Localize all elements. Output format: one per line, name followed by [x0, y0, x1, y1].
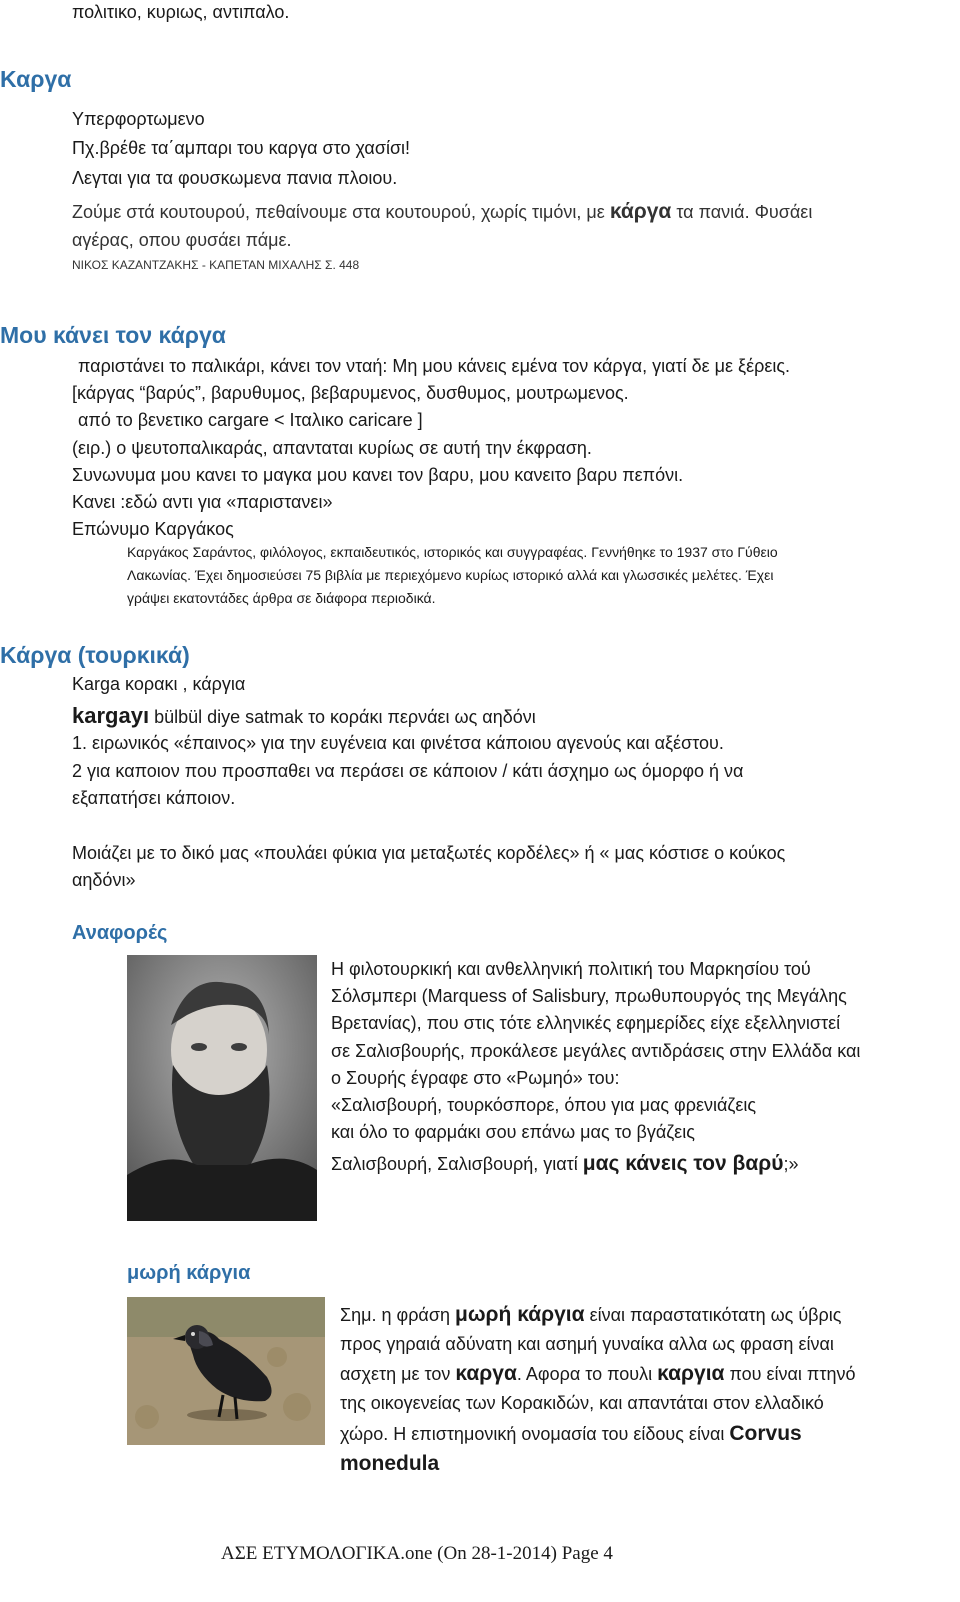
s3-kargayi: kargayı	[72, 703, 150, 728]
s3-line-7: αηδόνι»	[72, 870, 136, 890]
s2-bio-3: γράψει εκατοντάδες άρθρα σε διάφορα περιοδικά.	[127, 590, 436, 606]
heading-references: Αναφορές	[72, 922, 168, 944]
heading-karga-turkish: Κάργα (τουρκικά)	[0, 642, 190, 668]
page-footer: ΑΣΕ ΕΤΥΜΟΛΟΓΙΚΑ.one (On 28-1-2014) Page 4	[221, 1543, 613, 1564]
s2-line-5: Συνωνυμα μου κανει το μαγκα μου κανει τον βαρυ, μου κανειτο βαρυ πεπόνι.	[72, 465, 684, 485]
s1-source: ΝΙΚΟΣ ΚΑΖΑΝΤΖΑΚΗΣ - ΚΑΠΕΤΑΝ ΜΙΧΑΛΗΣ Σ. 448	[72, 258, 360, 272]
s2-bio-1: Καργάκος Σαράντος, φιλόλογος, εκπαιδευτικός, ιστορικός και συγγραφέας. Γεννήθηκε το 1937 στο Γύθειο	[127, 544, 778, 560]
s5-l1-post: είναι παραστατικότατη ως ύβρις	[584, 1305, 842, 1325]
s2-line-7: Επώνυμο Καργάκος	[72, 519, 234, 539]
s2-line-2: [κάργας “βαρύς”, βαρυθυμος, βεβαρυμενος, δυσθυμος, μουτρωμενος.	[72, 383, 629, 403]
s5-line-3	[340, 1362, 855, 1386]
s1-quote-pre: Ζούμε στά κουτουρού, πεθαίνουμε στα κουτουρού, χωρίς τιμόνι, με	[72, 202, 610, 222]
s5-line-6	[340, 1452, 439, 1476]
s5-line-1	[340, 1303, 841, 1327]
s3-line-3: 1. ειρωνικός «έπαινος» για την ευγένεια και φινέτσα κάποιου αγενούς και αξέστου.	[72, 733, 724, 753]
s4-line-5: ο Σουρής έγραφε στο «Ρωμηό» του:	[331, 1068, 620, 1088]
s2-line-1: παριστάνει το παλικάρι, κάνει τον νταή: Μη μου κάνεις εμένα τον κάργα, γιατί δε με ξέρεις.	[78, 356, 791, 376]
s4-last-bold: μας κάνεις τον βαρύ	[582, 1152, 784, 1175]
jackdaw-photo	[127, 1297, 325, 1445]
s5-line-4: της οικογενείας των Κορακιδών, και απαντάται στον ελλαδικό	[340, 1393, 824, 1413]
s4-line-3: Βρετανίας), που στις τότε ελληνικές εφημερίδες είχε εξελληνιστεί	[331, 1013, 841, 1033]
s2-line-4: (ειρ.) ο ψευτοπαλικαράς, απανταται κυρίως σε αυτή την έκφραση.	[72, 438, 592, 458]
s5-line-5	[340, 1422, 802, 1446]
s1-quote-post: τα πανιά. Φυσάει	[671, 202, 813, 222]
portrait-svg	[127, 955, 317, 1221]
s5-l3-bold: καργα	[455, 1362, 517, 1385]
s3-line-2	[72, 703, 536, 729]
s2-line-6: Κανει :εδώ αντι για «παριστανει»	[72, 492, 333, 512]
s1-quote-bold: κάργα	[609, 200, 672, 223]
heading-mou-kanei: Μου κάνει τον κάργα	[0, 322, 226, 348]
heading-mori-kargia: μωρή κάργια	[127, 1262, 251, 1284]
s1-quote-line2: αγέρας, οπου φυσάει πάμε.	[72, 230, 292, 250]
s1-quote	[72, 200, 812, 224]
s4-last-post: ;»	[783, 1154, 799, 1174]
s5-l3-mid: . Αφορα το πουλι	[516, 1364, 658, 1384]
s1-line-1: Υπερφορτωμενο	[72, 109, 205, 129]
top-line: πολιτικο, κυριως, αντιπαλο.	[72, 2, 290, 22]
s2-bio-2: Λακωνίας. Έχει δημοσιεύσει 75 βιβλία με περιεχόμενο κυρίως ιστορικό αλλά και γλωσσικές μελέτες. Έχει	[127, 567, 774, 583]
s3-line-5: εξαπατήσει κάποιον.	[72, 788, 236, 808]
s5-l1-bold: μωρή κάργια	[454, 1303, 585, 1326]
s5-l3-bold2: καργια	[657, 1362, 725, 1385]
salisbury-portrait	[127, 955, 317, 1221]
s4-line-1: Η φιλοτουρκική και ανθελληνική πολιτική του Μαρκησίου τού	[331, 959, 811, 979]
s5-l5-bold: Corvus	[729, 1422, 802, 1445]
s2-line-3: από το βενετικο cargare < Ιταλικο caricare ]	[78, 410, 423, 430]
jackdaw-svg	[127, 1297, 325, 1445]
s5-l3-post: που είναι πτηνό	[724, 1364, 856, 1384]
s3-line-4: 2 για καποιον που προσπαθει να περάσει σε κάποιον / κάτι άσχημο ως όμορφο ή να	[72, 761, 744, 781]
s1-line-2: Πχ.βρέθε τα΄αμπαρι του καργα στο χασίσι!	[72, 138, 411, 158]
s5-l5-pre: χώρο. Η επιστημονική ονομασία του είδους είναι	[340, 1424, 730, 1444]
s5-l6-bold: monedula	[340, 1452, 440, 1475]
s4-line-4: σε Σαλισβουρής, προκάλεσε μεγάλες αντιδράσεις στην Ελλάδα και	[331, 1041, 861, 1061]
s5-l3-pre: ασχετη με τον	[340, 1364, 456, 1384]
s4-line-8	[331, 1152, 798, 1176]
s3-line-6: Μοιάζει με το δικό μας «πουλάει φύκια για μεταξωτές κορδέλες» ή « μας κόστισε ο κούκος	[72, 843, 786, 863]
s1-line-3: Λεγται για τα φουσκωμενα πανια πλοιου.	[72, 168, 398, 188]
s4-line-2: Σόλσμπερι (Marquess of Salisbury, πρωθυπουργός της Μεγάλης	[331, 986, 847, 1006]
s5-line-2: προς γηραιά αδύνατη και ασημή γυναίκα αλλα ως φραση είναι	[340, 1334, 834, 1354]
s3-line-1: Karga κορακι , κάργια	[72, 674, 246, 694]
s4-line-6: «Σαλισβουρή, τουρκόσπορε, όπου για μας φρενιάζεις	[331, 1095, 757, 1115]
s5-l1-pre: Σημ. η φράση	[340, 1305, 455, 1325]
s3-line-2-rest: bülbül diye satmak το κοράκι περνάει ως αηδόνι	[149, 707, 536, 727]
heading-karga: Καργα	[0, 66, 72, 92]
s4-last-pre: Σαλισβουρή, Σαλισβουρή, γιατί	[331, 1154, 583, 1174]
s4-line-7: και όλο το φαρμάκι σου επάνω μας το βγάζεις	[331, 1122, 695, 1142]
